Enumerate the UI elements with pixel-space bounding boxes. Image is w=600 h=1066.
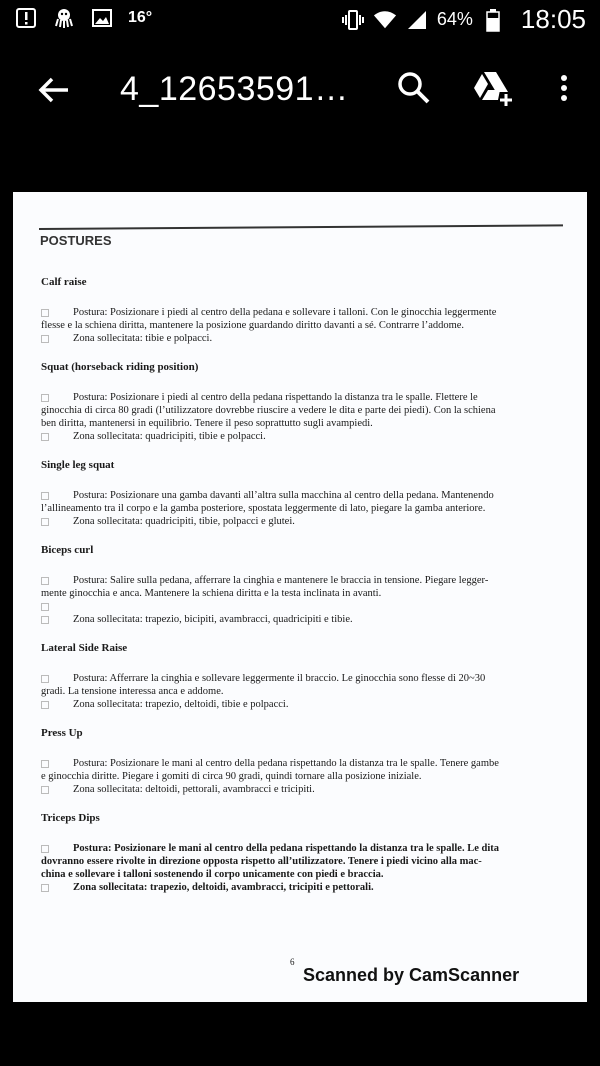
line-text: e ginocchia diritte. Piegare i gomiti di circa 90 gradi, quindi tornare alla posizione iniziale.: [41, 771, 422, 782]
line-text: Postura: Salire sulla pedana, afferrare la cinghia e mantenere le braccia in tensione. Piegare legger-: [73, 575, 489, 586]
bullet-box-icon: [41, 309, 49, 317]
text-line: [41, 306, 561, 319]
line-text: Zona sollecitata: quadricipiti, tibie e polpacci.: [73, 431, 266, 442]
section-title: Triceps Dips: [41, 812, 100, 824]
posture-section: [41, 727, 561, 796]
section-title: Single leg squat: [41, 459, 115, 471]
text-line: [41, 842, 561, 855]
line-text: Postura: Posizionare le mani al centro della pedana rispettando la distanza tra le spalle. Tenere gambe: [73, 758, 499, 769]
document-title: 4_12653591…: [120, 70, 349, 108]
text-line: [41, 855, 561, 868]
line-text: ginocchia di circa 80 gradi (l’utilizzatore dovrebbe riuscire a vedere le dita e parte dei piedi). Con la schiena: [41, 405, 496, 416]
line-text: l’allineamento tra il corpo e la gamba posteriore, spostata leggermente di lato, piegare la gamba anteriore.: [41, 503, 486, 514]
bullet-box-icon: [41, 675, 49, 683]
text-line: [41, 757, 561, 770]
posture-section: [41, 544, 561, 626]
bullet-box-icon: [41, 701, 49, 709]
drive-add-icon[interactable]: [470, 68, 514, 108]
text-line: [41, 489, 561, 502]
text-line: [41, 783, 561, 796]
text-line: [41, 502, 561, 515]
line-text: mente ginocchia e anca. Mantenere la schiena diritta e la testa inclinata in avanti.: [41, 588, 382, 599]
text-line: [41, 430, 561, 443]
text-line: [41, 685, 561, 698]
bullet-box-icon: [41, 518, 49, 526]
bullet-box-icon: [41, 433, 49, 441]
line-text: Postura: Afferrare la cinghia e sollevare leggermente il braccio. Le ginocchia sono flesse di 20~30: [73, 673, 486, 684]
line-text: Zona sollecitata: trapezio, bicipiti, avambracci, quadricipiti e tibie.: [73, 614, 353, 625]
text-line: [41, 404, 561, 417]
text-line: [41, 587, 561, 600]
page-heading: POSTURES: [40, 233, 112, 248]
text-line: [41, 770, 561, 783]
section-title: Press Up: [41, 727, 83, 739]
bullet-box-icon: [41, 616, 49, 624]
document-body: [41, 276, 561, 910]
line-text: Postura: Posizionare una gamba davanti all’altra sulla macchina al centro della pedana. Mantenendo: [73, 490, 494, 501]
bullet-box-icon: [41, 603, 49, 611]
bullet-box-icon: [41, 884, 49, 892]
octopus-icon: [52, 6, 76, 30]
back-arrow-icon[interactable]: [34, 70, 74, 110]
camscanner-watermark: Scanned by CamScanner: [303, 965, 520, 985]
bullet-box-icon: [41, 786, 49, 794]
line-text: dovranno essere rivolte in direzione opposta rispetto all’utilizzatore. Tenere i piedi vicino alla mac-: [41, 856, 482, 867]
image-icon: [90, 6, 114, 30]
line-text: Zona sollecitata: deltoidi, pettorali, avambracci e tricipiti.: [73, 784, 315, 795]
text-line: [41, 391, 561, 404]
page-number: 6: [290, 957, 295, 967]
section-title: Lateral Side Raise: [41, 642, 128, 654]
document-page[interactable]: [13, 192, 587, 1002]
line-text: Zona sollecitata: tibie e polpacci.: [73, 333, 213, 344]
line-text: Postura: Posizionare i piedi al centro della pedana e sollevare i talloni. Con le ginocchia leggermente: [73, 307, 497, 318]
section-title: Squat (horseback riding position): [41, 361, 199, 373]
line-text: Postura: Posizionare i piedi al centro della pedana rispettando la distanza tra le spalle. Flettere le: [73, 392, 478, 403]
more-vert-icon[interactable]: [552, 70, 576, 110]
battery-percent: 64%: [436, 9, 473, 29]
header-rule: [39, 224, 563, 230]
section-title: Calf raise: [41, 276, 87, 288]
line-text: gradi. La tensione interessa anca e addome.: [41, 686, 224, 697]
line-text: Zona sollecitata: trapezio, deltoidi, tibie e polpacci.: [73, 699, 289, 710]
line-text: Postura: Posizionare le mani al centro della pedana rispettando la distanza tra le spalle. Le dita: [73, 843, 500, 854]
wifi-icon: [373, 8, 397, 32]
bullet-box-icon: [41, 394, 49, 402]
posture-section: [41, 459, 561, 528]
line-text: china e sollevare i talloni sostenendo il corpo unicamente con piedi e braccia.: [41, 869, 384, 880]
bullet-box-icon: [41, 760, 49, 768]
bullet-box-icon: [41, 845, 49, 853]
clock: 18:05: [520, 4, 586, 34]
section-title: Biceps curl: [41, 544, 94, 556]
alert-icon: [14, 6, 38, 30]
temperature-text: 16°: [128, 9, 153, 26]
battery-icon: [481, 8, 505, 32]
posture-section: [41, 276, 561, 345]
bullet-box-icon: [41, 577, 49, 585]
posture-section: [41, 642, 561, 711]
line-text: Zona sollecitata: quadricipiti, tibie, polpacci e glutei.: [73, 516, 295, 527]
vibrate-icon: [341, 8, 365, 32]
text-line: [41, 868, 561, 881]
posture-section: [41, 812, 561, 894]
status-bar: [0, 0, 600, 42]
text-line: [41, 332, 561, 345]
signal-icon: [405, 8, 429, 32]
text-line: [41, 698, 561, 711]
text-line: [41, 515, 561, 528]
text-line: [41, 613, 561, 626]
text-line: [41, 319, 561, 332]
text-line: [41, 417, 561, 430]
line-text: Zona sollecitata: trapezio, deltoidi, avambracci, tricipiti e pettorali.: [73, 882, 374, 893]
text-line: [41, 574, 561, 587]
text-line: [41, 881, 561, 894]
search-icon[interactable]: [394, 68, 434, 108]
line-text: ben diritta, mantenersi in equilibrio. Tenere il peso soprattutto sugli avampiedi.: [41, 418, 373, 429]
bullet-box-icon: [41, 492, 49, 500]
posture-section: [41, 361, 561, 443]
text-line: [41, 672, 561, 685]
line-text: flesse e la schiena diritta, mantenere la posizione guardando diritto davanti a sé. Contrarre l’addome.: [41, 320, 465, 331]
bullet-box-icon: [41, 335, 49, 343]
app-toolbar: [0, 42, 600, 138]
text-line: [41, 600, 561, 613]
